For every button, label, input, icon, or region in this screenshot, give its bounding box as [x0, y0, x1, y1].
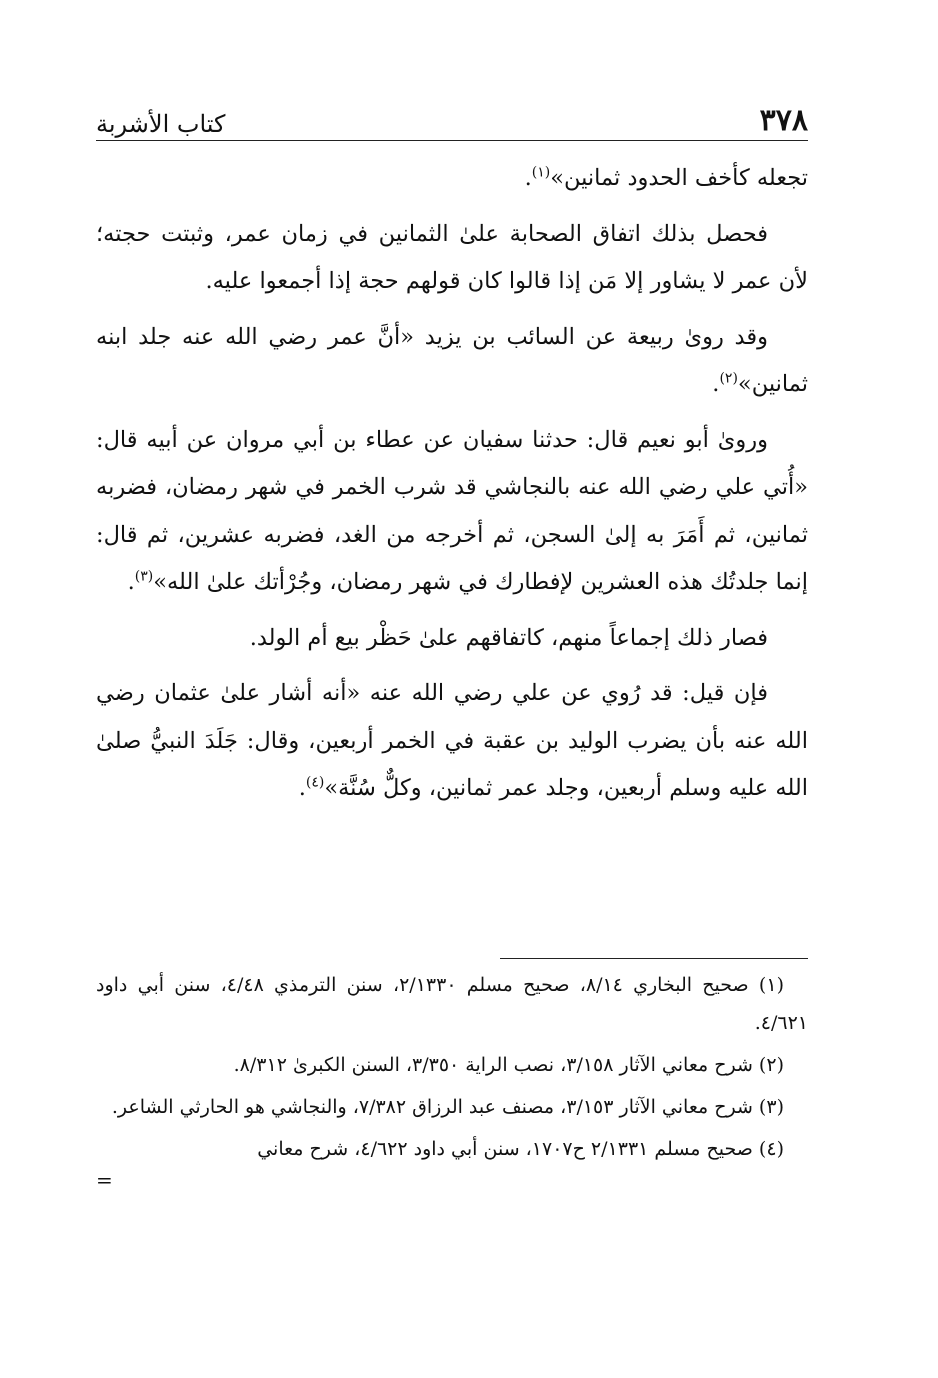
- page-header: [96, 90, 808, 141]
- footnote: (٤) صحيح مسلم ٢/١٣٣١ ح١٧٠٧، سنن أبي داود ٤/٦٢٢، شرح معاني: [257, 1138, 784, 1160]
- paragraph: [96, 615, 808, 663]
- paragraph-text: فصار ذلك إجماعاً منهم، كاتفاقهم علىٰ حَظْر بيع أم الولد.: [249, 624, 768, 651]
- paragraph-text: وقد روىٰ ربيعة عن السائب بن يزيد «أنَّ عمر رضي الله عنه جلد ابنه ثمانين»: [96, 323, 808, 397]
- footnote: (١) صحيح البخاري ٨/١٤، صحيح مسلم ٢/١٣٣٠، سنن الترمذي ٤/٤٨، سنن أبي داود ٤/٦٢١.: [96, 974, 808, 1034]
- paragraph: [96, 417, 808, 607]
- footnote-ref: (٢): [719, 370, 738, 387]
- continuation-mark: =: [96, 1168, 113, 1192]
- main-text: [96, 155, 808, 813]
- paragraph-tail: .: [298, 775, 306, 801]
- footnote: (٣) شرح معاني الآثار ٣/١٥٣، مصنف عبد الرزاق ٧/٣٨٢، والنجاشي هو الحارثي الشاعر.: [111, 1096, 784, 1118]
- paragraph-tail: .: [127, 569, 135, 595]
- paragraph: [96, 314, 808, 409]
- paragraph-text: فحصل بذلك اتفاق الصحابة علىٰ الثمانين في زمان عمر، وثبتت حجته؛ لأن عمر لا يشاور إلا مَن إذا قالوا كان قولهم حجة إذا أجمعوا عليه.: [96, 220, 808, 294]
- footnote-ref: (٣): [134, 568, 154, 585]
- paragraph: [96, 211, 808, 306]
- paragraph: [96, 670, 808, 813]
- book-page: [96, 90, 808, 1192]
- paragraph-tail: .: [524, 165, 532, 191]
- paragraph-text: وروىٰ أبو نعيم قال: حدثنا سفيان عن عطاء بن أبي مروان عن أبيه قال: «أُتي علي رضي الله عنه بالنجاشي قد شرب الخمر في شهر رمضان، فضربه ثمانين، ثم أَمَرَ به إلىٰ السجن، ثم أخرجه من الغد، فضربه عشرين، ثم قال: إنما جلدتُك هذه العشرين لإفطارك في شهر رمضان، وجُرْأتك علىٰ الله»: [96, 426, 808, 595]
- footnote: (٢) شرح معاني الآثار ٣/١٥٨، نصب الراية ٣/٣٥٠، السنن الكبرىٰ ٨/٣١٢.: [233, 1054, 784, 1076]
- paragraph-text: فإن قيل: قد رُوي عن علي رضي الله عنه «أنه أشار علىٰ عثمان رضي الله عنه بأن يضرب الوليد بن عقبة في الخمر أربعين، وقال: جَلَدَ النبيُّ صلىٰ الله عليه وسلم أربعين، وجلد عمر ثمانين، وكلٌّ سُنَّة»: [96, 680, 808, 801]
- paragraph: [96, 155, 808, 203]
- footnotes: [96, 966, 808, 1190]
- book-title: كتاب الأشربة: [96, 110, 226, 138]
- paragraph-tail: .: [712, 371, 720, 397]
- footnote-separator: [500, 958, 808, 959]
- footnote-ref: (١): [531, 164, 551, 181]
- footnote-ref: (٤): [305, 774, 325, 791]
- page-number: ٣٧٨: [759, 103, 808, 138]
- paragraph-text: تجعله كأخف الحدود ثمانين»: [550, 165, 808, 191]
